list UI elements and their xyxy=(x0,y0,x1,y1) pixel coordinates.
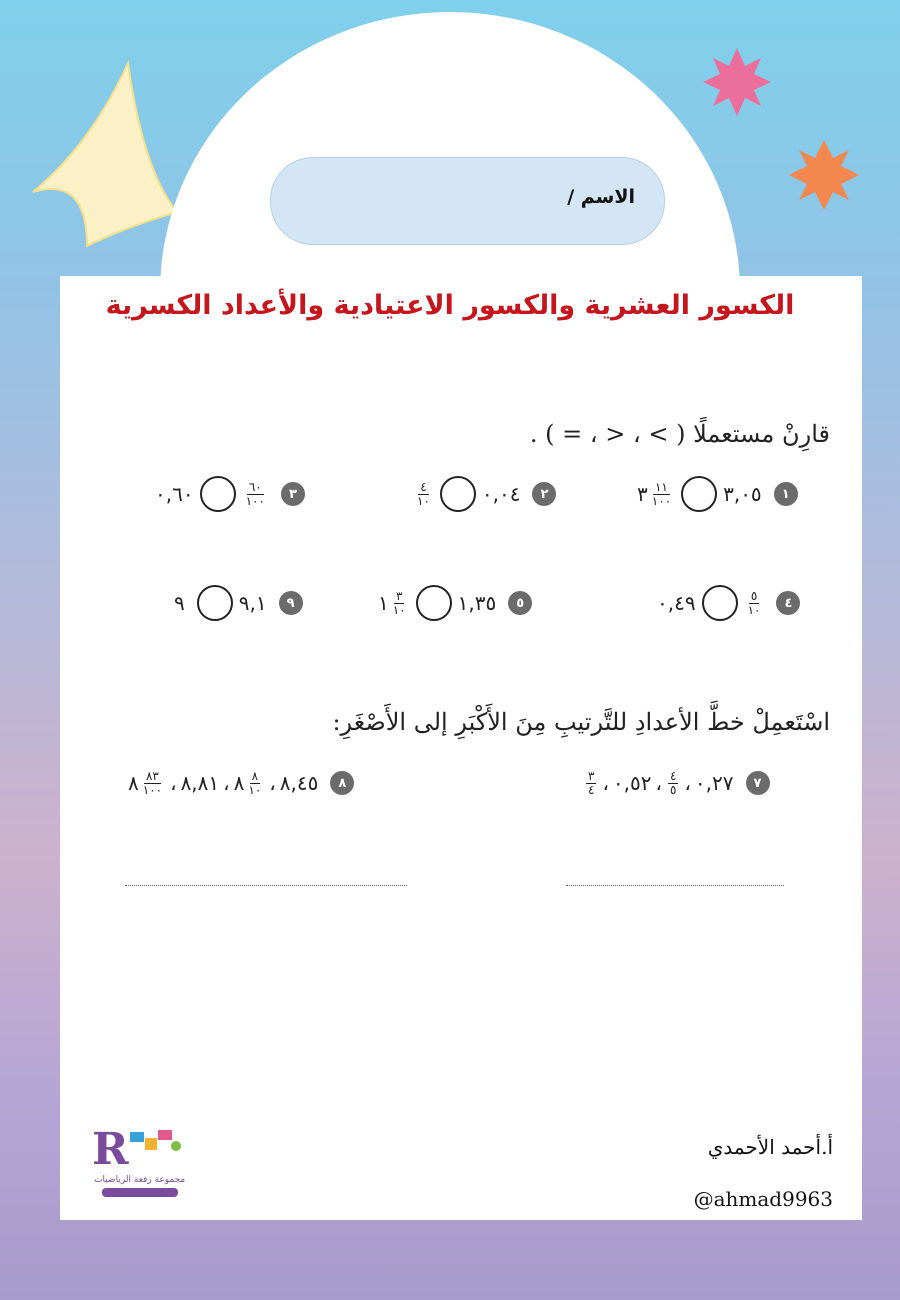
four-point-star-decoration xyxy=(25,60,185,250)
fraction: $\frac{٣}{١٠}$ xyxy=(392,588,406,617)
compare-item-3 xyxy=(155,476,305,512)
orange-star-decoration xyxy=(786,137,862,213)
fraction: $\frac{٤}{١٠}$ xyxy=(417,479,430,508)
item-badge: ١ xyxy=(774,482,798,506)
answer-circle[interactable] xyxy=(702,585,738,621)
item-badge: ٢ xyxy=(532,482,556,506)
item-value: ٠,٢٧ xyxy=(694,771,734,796)
worksheet-card xyxy=(60,276,862,1220)
worksheet-title: الكسور العشرية والكسور الاعتيادية والأعداد الكسرية xyxy=(105,290,795,321)
name-label: الاسم / xyxy=(567,186,635,208)
compare-item-5 xyxy=(378,585,532,621)
order-item-8: ٨ $\frac{٨٣}{١٠٠}$ ، ٨,٨١ ، ٨ $\frac{٨}{١٠}$ ، ٨,٤٥ ٨ xyxy=(128,770,354,796)
author-handle: @ahmad9963 xyxy=(693,1187,833,1211)
fraction: $\frac{٥}{١٠}$ xyxy=(747,588,761,617)
fraction: $\frac{٨}{١٠}$ xyxy=(248,769,262,797)
item-value: ٣,٠٥ xyxy=(723,482,762,506)
item-value: ٠,٥٢ xyxy=(612,771,652,796)
item-badge: ٩ xyxy=(279,591,303,615)
answer-circle[interactable] xyxy=(440,476,476,512)
section1-instruction: قارِنْ مستعملًا ( > ، < ، = ) . xyxy=(529,420,830,448)
item-value: ٩ xyxy=(174,591,185,615)
order-item-7: $\frac{٣}{٤}$ ، ٠,٥٢ ، $\frac{٤}{٥}$ ، ٠,٢٧ ٧ xyxy=(584,770,770,796)
fraction: $\frac{٨٣}{١٠٠}$ xyxy=(142,769,163,797)
compare-item-2 xyxy=(413,476,556,512)
mixed-whole: ٨ xyxy=(128,771,139,796)
answer-circle[interactable] xyxy=(200,476,236,512)
pink-star-decoration xyxy=(700,45,774,119)
answer-circle[interactable] xyxy=(416,585,452,621)
author-name: أ.أحمد الأحمدي xyxy=(707,1135,833,1159)
answer-circle[interactable] xyxy=(681,476,717,512)
item-value: ٠,٠٤ xyxy=(481,482,521,506)
fraction: $\frac{٤}{٥}$ xyxy=(669,769,677,797)
svg-text:مجموعة رفعة الرياضيات: مجموعة رفعة الرياضيات xyxy=(94,1175,186,1185)
fraction: $\frac{١١}{١٠٠}$ xyxy=(651,479,672,508)
answer-line-8[interactable] xyxy=(125,885,407,886)
answer-circle[interactable] xyxy=(197,585,233,621)
fraction: $\frac{٦٠}{١٠٠}$ xyxy=(245,479,265,508)
item-value: ١,٣٥ xyxy=(457,591,497,615)
section2-instruction: اسْتَعمِلْ خطَّ الأعدادِ للتَّرتيبِ مِنَ الأَكْبَرِ إلى الأَصْغَرِ: xyxy=(332,708,830,736)
item-badge: ٣ xyxy=(281,482,305,506)
answer-line-7[interactable] xyxy=(566,885,784,886)
item-value: ٠,٤٩ xyxy=(657,591,696,615)
compare-item-9 xyxy=(174,585,303,621)
mixed-whole: ٨ xyxy=(233,771,245,796)
svg-text:R: R xyxy=(92,1124,129,1175)
item-value: ٠,٦٠ xyxy=(155,482,194,506)
mixed-whole: ٣ xyxy=(637,482,648,506)
item-badge: ٨ xyxy=(330,771,354,795)
item-value: ٨,٨١ xyxy=(180,771,220,796)
item-badge: ٤ xyxy=(776,591,800,615)
compare-item-4 xyxy=(657,585,800,621)
mixed-whole: ١ xyxy=(378,591,389,615)
item-value: ٨,٤٥ xyxy=(279,771,319,796)
math-group-logo xyxy=(90,1120,190,1200)
item-badge: ٧ xyxy=(746,771,770,795)
item-badge: ٥ xyxy=(508,591,532,615)
item-value: ٩,١ xyxy=(238,591,267,615)
compare-item-1 xyxy=(637,476,798,512)
fraction: $\frac{٣}{٤}$ xyxy=(588,769,595,797)
